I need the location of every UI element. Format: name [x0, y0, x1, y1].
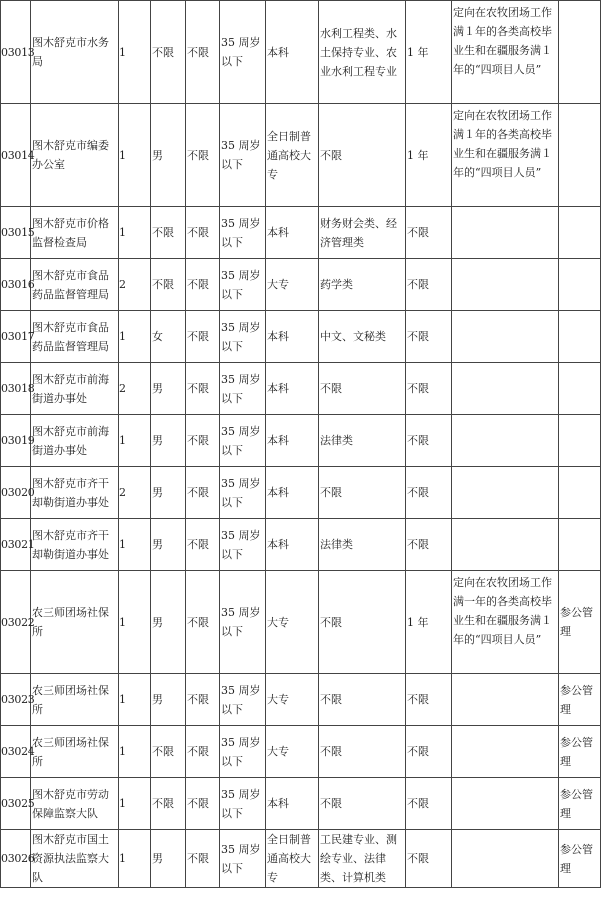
remark-cell: 参公管理 [559, 674, 601, 726]
remark-cell [559, 207, 601, 259]
unit-name-cell: 农三师团场社保所 [31, 571, 119, 674]
unit-name-cell: 图木舒克市齐干却勒街道办事处 [31, 467, 119, 519]
note-cell [452, 363, 559, 415]
position-code-cell: 03023 [1, 674, 31, 726]
education-cell: 大专 [266, 571, 319, 674]
education-cell: 大专 [266, 259, 319, 311]
note-cell: 定向在农牧团场工作满一年的各类高校毕业生和在疆服务满１年的“四项目人员” [452, 571, 559, 674]
service-years-cell: 1 年 [406, 104, 452, 207]
note-cell [452, 830, 559, 888]
education-cell: 本科 [266, 519, 319, 571]
headcount-cell: 1 [119, 1, 151, 104]
table-row [1, 311, 601, 363]
age-requirement-cell: 35 周岁以下 [220, 467, 266, 519]
service-years-cell: 不限 [406, 726, 452, 778]
unit-name-cell: 图木舒克市前海街道办事处 [31, 415, 119, 467]
note-cell: 定向在农牧团场工作满１年的各类高校毕业生和在疆服务满１年的“四项目人员” [452, 1, 559, 104]
education-cell: 本科 [266, 363, 319, 415]
gender-cell: 不限 [151, 778, 186, 830]
unit-name-cell: 图木舒克市劳动保障监察大队 [31, 778, 119, 830]
remark-cell [559, 415, 601, 467]
remark-cell: 参公管理 [559, 830, 601, 888]
ethnicity-cell: 不限 [186, 415, 220, 467]
major-cell: 水利工程类、水土保持专业、农业水利工程专业 [319, 1, 406, 104]
unit-name-cell: 农三师团场社保所 [31, 674, 119, 726]
ethnicity-cell: 不限 [186, 674, 220, 726]
table-row [1, 674, 601, 726]
gender-cell: 不限 [151, 207, 186, 259]
service-years-cell: 1 年 [406, 571, 452, 674]
ethnicity-cell: 不限 [186, 363, 220, 415]
ethnicity-cell: 不限 [186, 1, 220, 104]
unit-name-cell: 图木舒克市国土资源执法监察大队 [31, 830, 119, 888]
table-row [1, 778, 601, 830]
service-years-cell: 不限 [406, 467, 452, 519]
age-requirement-cell: 35 周岁以下 [220, 726, 266, 778]
major-cell: 不限 [319, 726, 406, 778]
note-cell [452, 259, 559, 311]
age-requirement-cell: 35 周岁以下 [220, 674, 266, 726]
table-row [1, 467, 601, 519]
table-row [1, 415, 601, 467]
major-cell: 工民建专业、测绘专业、法律类、计算机类 [319, 830, 406, 888]
major-cell: 不限 [319, 571, 406, 674]
ethnicity-cell: 不限 [186, 104, 220, 207]
unit-name-cell: 图木舒克市水务局 [31, 1, 119, 104]
major-cell: 药学类 [319, 259, 406, 311]
headcount-cell: 1 [119, 415, 151, 467]
note-cell [452, 674, 559, 726]
position-code-cell: 03013 [1, 1, 31, 104]
headcount-cell: 1 [119, 674, 151, 726]
table-row [1, 726, 601, 778]
service-years-cell: 不限 [406, 415, 452, 467]
major-cell: 财务财会类、经济管理类 [319, 207, 406, 259]
age-requirement-cell: 35 周岁以下 [220, 830, 266, 888]
service-years-cell: 1 年 [406, 1, 452, 104]
education-cell: 本科 [266, 311, 319, 363]
note-cell [452, 467, 559, 519]
headcount-cell: 2 [119, 363, 151, 415]
headcount-cell: 1 [119, 104, 151, 207]
ethnicity-cell: 不限 [186, 259, 220, 311]
note-cell [452, 415, 559, 467]
education-cell: 大专 [266, 726, 319, 778]
remark-cell [559, 363, 601, 415]
unit-name-cell: 图木舒克市食品药品监督管理局 [31, 311, 119, 363]
headcount-cell: 1 [119, 311, 151, 363]
education-cell: 本科 [266, 778, 319, 830]
position-code-cell: 03026 [1, 830, 31, 888]
position-code-cell: 03024 [1, 726, 31, 778]
education-cell: 本科 [266, 1, 319, 104]
headcount-cell: 1 [119, 207, 151, 259]
headcount-cell: 1 [119, 778, 151, 830]
age-requirement-cell: 35 周岁以下 [220, 415, 266, 467]
position-code-cell: 03018 [1, 363, 31, 415]
note-cell [452, 311, 559, 363]
position-code-cell: 03017 [1, 311, 31, 363]
gender-cell: 男 [151, 519, 186, 571]
ethnicity-cell: 不限 [186, 311, 220, 363]
ethnicity-cell: 不限 [186, 726, 220, 778]
table-body [1, 1, 601, 888]
education-cell: 本科 [266, 415, 319, 467]
table-row [1, 571, 601, 674]
headcount-cell: 1 [119, 519, 151, 571]
remark-cell [559, 311, 601, 363]
gender-cell: 男 [151, 415, 186, 467]
remark-cell [559, 259, 601, 311]
major-cell: 不限 [319, 674, 406, 726]
unit-name-cell: 图木舒克市食品药品监督管理局 [31, 259, 119, 311]
position-code-cell: 03015 [1, 207, 31, 259]
ethnicity-cell: 不限 [186, 830, 220, 888]
ethnicity-cell: 不限 [186, 207, 220, 259]
table-row [1, 830, 601, 888]
note-cell [452, 726, 559, 778]
note-cell [452, 778, 559, 830]
service-years-cell: 不限 [406, 830, 452, 888]
gender-cell: 不限 [151, 1, 186, 104]
table-row [1, 259, 601, 311]
age-requirement-cell: 35 周岁以下 [220, 1, 266, 104]
service-years-cell: 不限 [406, 207, 452, 259]
age-requirement-cell: 35 周岁以下 [220, 104, 266, 207]
unit-name-cell: 农三师团场社保所 [31, 726, 119, 778]
unit-name-cell: 图木舒克市价格监督检查局 [31, 207, 119, 259]
position-code-cell: 03025 [1, 778, 31, 830]
headcount-cell: 1 [119, 571, 151, 674]
unit-name-cell: 图木舒克市前海街道办事处 [31, 363, 119, 415]
gender-cell: 男 [151, 674, 186, 726]
gender-cell: 女 [151, 311, 186, 363]
ethnicity-cell: 不限 [186, 778, 220, 830]
education-cell: 全日制普通高校大专 [266, 104, 319, 207]
note-cell [452, 207, 559, 259]
position-code-cell: 03014 [1, 104, 31, 207]
remark-cell [559, 519, 601, 571]
remark-cell [559, 104, 601, 207]
ethnicity-cell: 不限 [186, 571, 220, 674]
service-years-cell: 不限 [406, 259, 452, 311]
major-cell: 不限 [319, 778, 406, 830]
major-cell: 不限 [319, 104, 406, 207]
service-years-cell: 不限 [406, 519, 452, 571]
position-code-cell: 03019 [1, 415, 31, 467]
table-row [1, 519, 601, 571]
service-years-cell: 不限 [406, 674, 452, 726]
remark-cell [559, 467, 601, 519]
table-row [1, 104, 601, 207]
note-cell [452, 519, 559, 571]
major-cell: 不限 [319, 363, 406, 415]
education-cell: 本科 [266, 467, 319, 519]
position-code-cell: 03016 [1, 259, 31, 311]
position-code-cell: 03021 [1, 519, 31, 571]
age-requirement-cell: 35 周岁以下 [220, 778, 266, 830]
gender-cell: 男 [151, 830, 186, 888]
education-cell: 大专 [266, 674, 319, 726]
service-years-cell: 不限 [406, 778, 452, 830]
ethnicity-cell: 不限 [186, 519, 220, 571]
position-code-cell: 03020 [1, 467, 31, 519]
note-cell: 定向在农牧团场工作满１年的各类高校毕业生和在疆服务满１年的“四项目人员” [452, 104, 559, 207]
gender-cell: 男 [151, 104, 186, 207]
age-requirement-cell: 35 周岁以下 [220, 311, 266, 363]
major-cell: 中文、文秘类 [319, 311, 406, 363]
headcount-cell: 1 [119, 726, 151, 778]
age-requirement-cell: 35 周岁以下 [220, 571, 266, 674]
major-cell: 不限 [319, 467, 406, 519]
remark-cell [559, 1, 601, 104]
position-code-cell: 03022 [1, 571, 31, 674]
age-requirement-cell: 35 周岁以下 [220, 259, 266, 311]
headcount-cell: 2 [119, 467, 151, 519]
major-cell: 法律类 [319, 519, 406, 571]
unit-name-cell: 图木舒克市编委办公室 [31, 104, 119, 207]
remark-cell: 参公管理 [559, 778, 601, 830]
headcount-cell: 2 [119, 259, 151, 311]
service-years-cell: 不限 [406, 363, 452, 415]
headcount-cell: 1 [119, 830, 151, 888]
gender-cell: 不限 [151, 259, 186, 311]
unit-name-cell: 图木舒克市齐干却勒街道办事处 [31, 519, 119, 571]
age-requirement-cell: 35 周岁以下 [220, 207, 266, 259]
table-row [1, 207, 601, 259]
remark-cell: 参公管理 [559, 571, 601, 674]
gender-cell: 男 [151, 571, 186, 674]
ethnicity-cell: 不限 [186, 467, 220, 519]
gender-cell: 男 [151, 467, 186, 519]
table-row [1, 363, 601, 415]
age-requirement-cell: 35 周岁以下 [220, 519, 266, 571]
age-requirement-cell: 35 周岁以下 [220, 363, 266, 415]
gender-cell: 男 [151, 363, 186, 415]
gender-cell: 不限 [151, 726, 186, 778]
remark-cell: 参公管理 [559, 726, 601, 778]
service-years-cell: 不限 [406, 311, 452, 363]
table-row [1, 1, 601, 104]
education-cell: 本科 [266, 207, 319, 259]
education-cell: 全日制普通高校大专 [266, 830, 319, 888]
major-cell: 法律类 [319, 415, 406, 467]
